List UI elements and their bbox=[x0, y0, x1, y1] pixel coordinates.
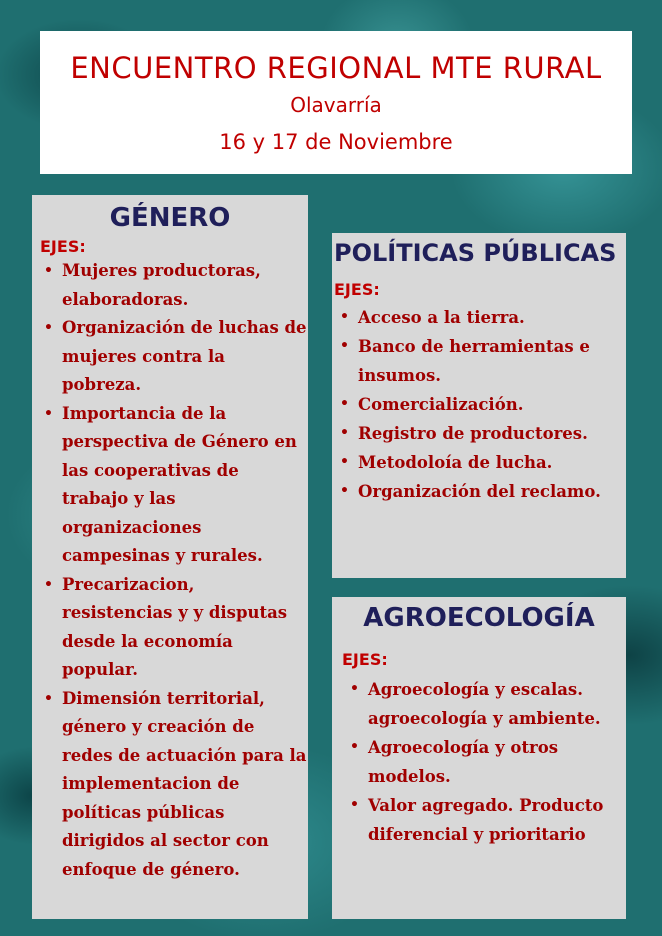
bullet-icon: • bbox=[350, 739, 359, 755]
list-item: • Organización de luchas de mujeres contra la pobreza. bbox=[40, 314, 308, 400]
event-header bbox=[40, 31, 632, 174]
event-dates: 16 y 17 de Noviembre bbox=[219, 130, 453, 154]
bullet-icon: • bbox=[350, 797, 359, 813]
list-item: • Registro de productores. bbox=[336, 419, 626, 448]
list-item: • Metodoloía de lucha. bbox=[336, 448, 626, 477]
list-item: • Dimensión territorial, género y creación de redes de actuación para la implementacion de políticas públicas dirigidos al sector con enfoque de género. bbox=[40, 685, 308, 885]
bullet-icon: • bbox=[44, 320, 53, 336]
list-item: • Comercialización. bbox=[336, 390, 626, 419]
genero-panel bbox=[32, 195, 308, 919]
politicas-list bbox=[336, 303, 626, 506]
politicas-heading: POLÍTICAS PÚBLICAS bbox=[334, 239, 617, 267]
event-city: Olavarría bbox=[290, 93, 382, 117]
agroecologia-heading: AGROECOLOGÍA bbox=[363, 603, 595, 633]
genero-ejes-label: EJES: bbox=[40, 237, 86, 256]
genero-list bbox=[40, 257, 308, 884]
bullet-icon: • bbox=[44, 576, 53, 593]
list-item: • Banco de herramientas e insumos. bbox=[336, 332, 626, 390]
list-item: • Precarizacion, resistencias y y disputas desde la economía popular. bbox=[40, 571, 308, 685]
genero-heading: GÉNERO bbox=[109, 203, 231, 233]
bullet-icon: • bbox=[340, 309, 349, 325]
list-item: • Agroecología y otros modelos. bbox=[346, 733, 626, 791]
agroecologia-ejes-label: EJES: bbox=[342, 650, 388, 669]
bullet-icon: • bbox=[44, 690, 53, 707]
list-item: • Acceso a la tierra. bbox=[336, 303, 626, 332]
bullet-icon: • bbox=[340, 425, 349, 441]
agroecologia-panel bbox=[332, 597, 626, 919]
bullet-icon: • bbox=[340, 338, 349, 354]
bullet-icon: • bbox=[350, 681, 359, 697]
list-item: • Valor agregado. Producto diferencial y prioritario bbox=[346, 791, 626, 849]
list-item: • Agroecología y escalas. agroecología y ambiente. bbox=[346, 675, 626, 733]
bullet-icon: • bbox=[44, 405, 53, 422]
bullet-icon: • bbox=[340, 396, 349, 412]
list-item: • Mujeres productoras, elaboradoras. bbox=[40, 257, 308, 314]
agroecologia-list bbox=[346, 675, 626, 849]
bullet-icon: • bbox=[340, 454, 349, 470]
bullet-icon: • bbox=[340, 483, 349, 499]
politicas-ejes-label: EJES: bbox=[334, 280, 380, 299]
bullet-icon: • bbox=[44, 263, 53, 279]
list-item: • Importancia de la perspectiva de Género en las cooperativas de trabajo y las organizaciones campesinas y rurales. bbox=[40, 400, 308, 571]
politicas-publicas-panel bbox=[332, 233, 626, 578]
event-title: ENCUENTRO REGIONAL MTE RURAL bbox=[70, 51, 602, 85]
list-item: • Organización del reclamo. bbox=[336, 477, 626, 506]
